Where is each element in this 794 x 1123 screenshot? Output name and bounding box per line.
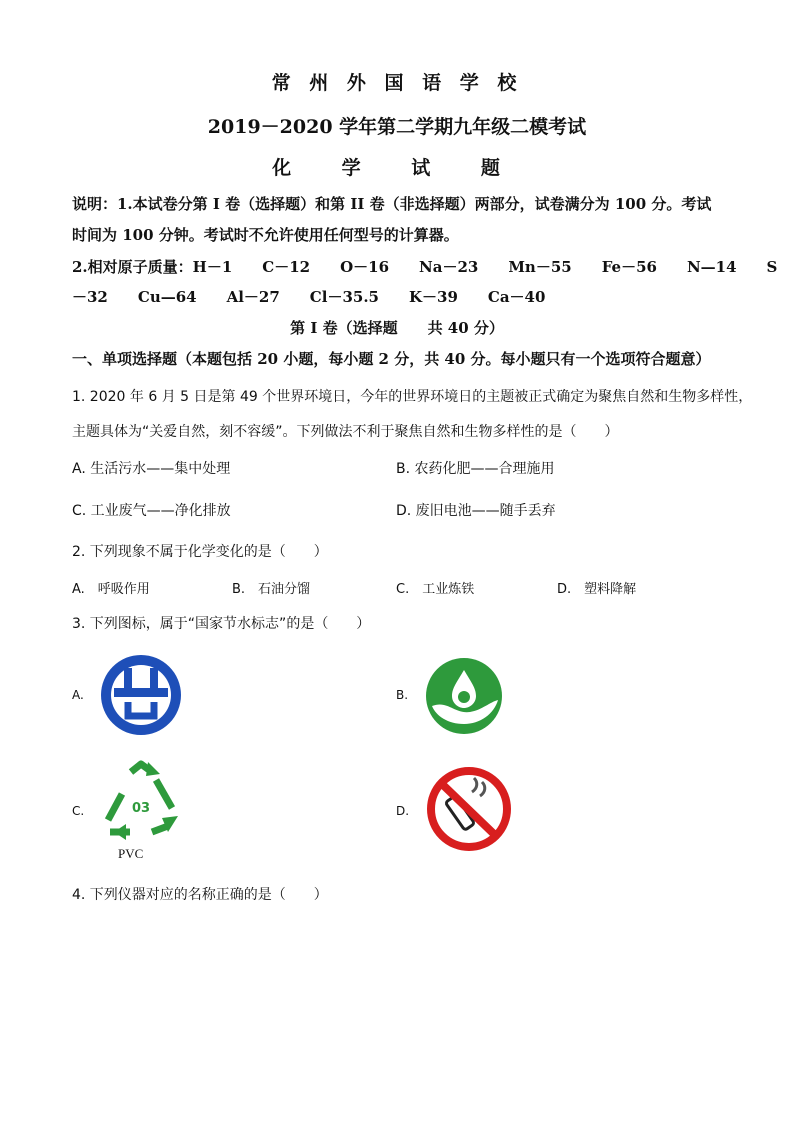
recycle-code: 03 [131, 801, 151, 816]
q1-option-b: B. 农药化肥——合理施用 [396, 461, 555, 477]
q2-stem: 2. 下列现象不属于化学变化的是（ ） [72, 544, 328, 560]
q3-option-b-logo [424, 656, 504, 740]
atomic-masses-line-2: －32 Cu—64 Al－27 Cl－35.5 K－39 Ca－40 [72, 288, 546, 306]
no-smoking-icon [426, 766, 512, 852]
q3-option-d-logo [426, 766, 512, 856]
q4-stem: 4. 下列仪器对应的名称正确的是（ ） [72, 887, 328, 903]
recycle-label: PVC [118, 846, 144, 861]
q1-stem-line-2: 主题具体为“关爱自然，刻不容缓”。下列做法不利于聚焦自然和生物多样性的是（ ） [72, 424, 619, 440]
q3-option-b-label: B. [396, 688, 409, 702]
q1-stem-line-1: 1. 2020 年 6 月 5 日是第 49 个世界环境日，今年的世界环境日的主题被正式确定为聚焦自然和生物多样性， [72, 389, 753, 405]
school-name: 常 州 外 国 语 学 校 [271, 72, 523, 94]
atomic-masses-line-1: 2.相对原子质量：H－1 C－12 O－16 Na－23 Mn－55 Fe－56 N—14 S [72, 258, 778, 276]
q1-option-c: C. 工业废气——净化排放 [72, 503, 231, 519]
q3-stem: 3. 下列图标，属于“国家节水标志”的是（ ） [72, 616, 371, 632]
section-title: 第 I 卷（选择题 共 40 分） [290, 319, 504, 337]
recycle-icon [96, 760, 186, 840]
q3-option-a-label: A. [72, 688, 84, 702]
q2-option-d: D. 塑料降解 [557, 582, 637, 597]
q3-option-a-logo [98, 652, 184, 742]
subject-title: 化 学 试 题 [272, 157, 522, 179]
q3-option-d-label: D. [396, 804, 410, 818]
q2-option-c: C. 工业炼铁 [396, 582, 475, 597]
section-heading: 一、单项选择题（本题包括 20 小题，每小题 2 分，共 40 分。每小题只有一个选项符合题意） [72, 350, 711, 368]
q2-option-b: B. 石油分馏 [232, 582, 311, 597]
exam-title: 2019－2020 学年第二学期九年级二模考试 [207, 116, 587, 138]
q2-option-a: A. 呼吸作用 [72, 582, 150, 597]
q1-option-d: D. 废旧电池——随手丢弃 [396, 503, 556, 519]
q3-option-c-logo [96, 760, 186, 844]
instructions-line-1: 说明：1.本试卷分第 I 卷（选择题）和第 II 卷（非选择题）两部分，试卷满分为 100 分。考试 [72, 195, 712, 213]
q3-option-c-label: C. [72, 804, 85, 818]
instructions-line-2: 时间为 100 分钟。考试时不允许使用任何型号的计算器。 [72, 226, 459, 244]
q1-option-a: A. 生活污水——集中处理 [72, 461, 231, 477]
water-saving-icon [424, 656, 504, 736]
blue-emblem-icon [98, 652, 184, 738]
